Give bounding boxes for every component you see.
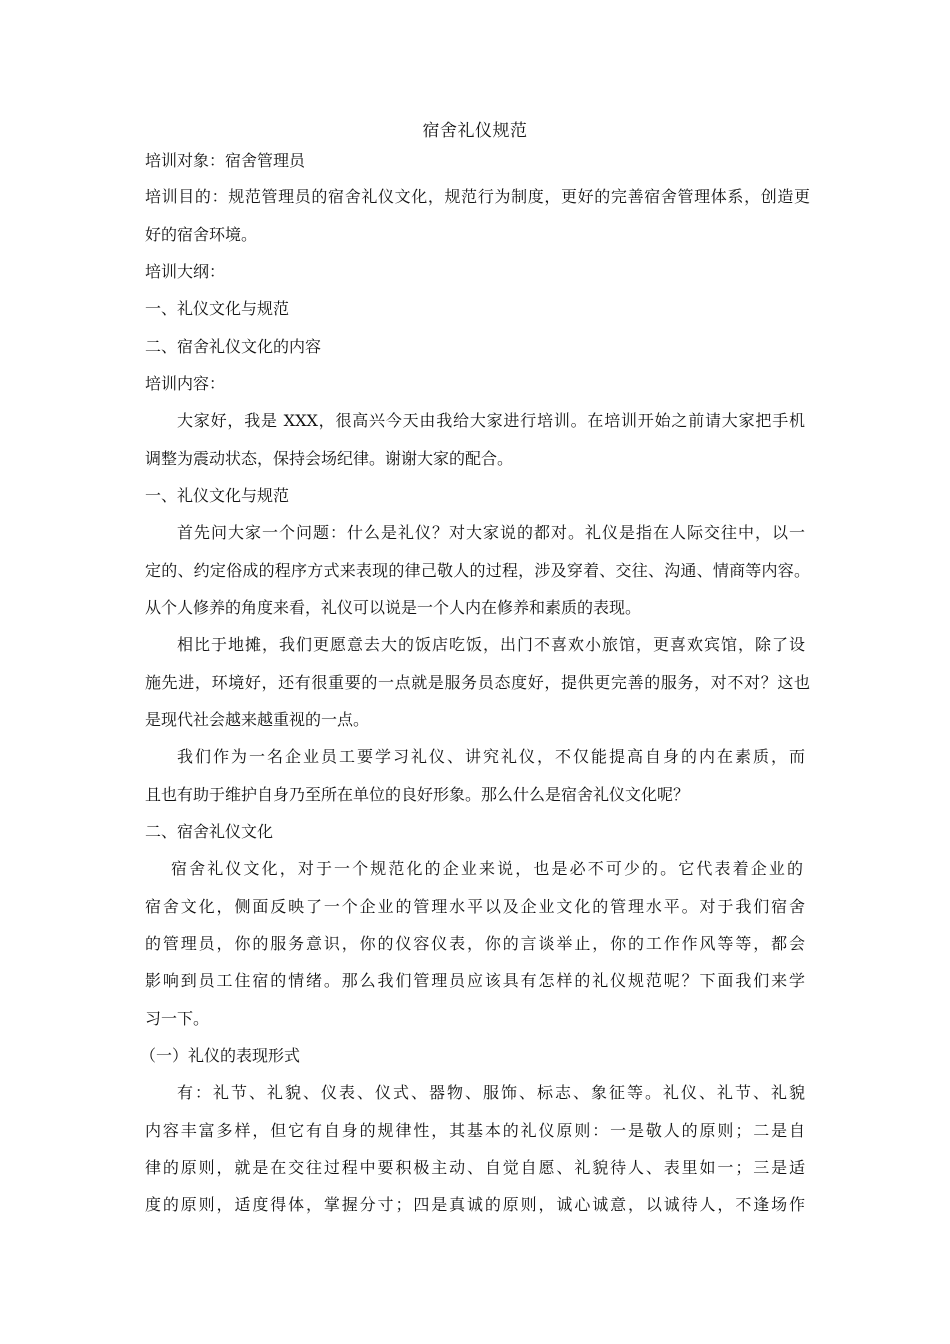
paragraph-line: 是现代社会越来越重视的一点。: [145, 710, 370, 729]
paragraph-line: 的管理员，你的服务意识，你的仪容仪表，你的言谈举止，你的工作作风等等，都会: [145, 934, 805, 953]
training-target-line: 培训对象：宿舍管理员: [145, 151, 306, 170]
paragraph-line: 我们作为一名企业员工要学习礼仪、讲究礼仪，不仅能提高自身的内在素质，而: [177, 747, 805, 766]
paragraph-line: 律的原则，就是在交往过程中要积极主动、自觉自愿、礼貌待人、表里如一；三是适: [145, 1158, 805, 1177]
outline-item-2: 二、宿舍礼仪文化的内容: [145, 337, 322, 356]
paragraph-line: 影响到员工住宿的情绪。那么我们管理员应该具有怎样的礼仪规范呢？下面我们来学: [145, 971, 805, 990]
training-outline-heading: 培训大纲：: [145, 262, 226, 281]
paragraph-line: 度的原则，适度得体，掌握分寸；四是真诚的原则，诚心诚意，以诚待人，不逢场作: [145, 1195, 805, 1214]
outline-item-1: 一、礼仪文化与规范: [145, 299, 290, 318]
paragraph-line: 施先进，环境好，还有很重要的一点就是服务员态度好，提供更完善的服务，对不对？这也: [145, 673, 810, 692]
paragraph-line: 大家好，我是 XXX，很高兴今天由我给大家进行培训。在培训开始之前请大家把手机: [177, 411, 805, 430]
paragraph-line: 且也有助于维护自身乃至所在单位的良好形象。那么什么是宿舍礼仪文化呢？: [145, 785, 690, 804]
training-content-heading: 培训内容：: [145, 374, 226, 393]
paragraph-line: 调整为震动状态，保持会场纪律。谢谢大家的配合。: [145, 449, 514, 468]
paragraph-line: 宿舍文化，侧面反映了一个企业的管理水平以及企业文化的管理水平。对于我们宿舍: [145, 897, 805, 916]
subsection-heading: （一）礼仪的表现形式: [140, 1046, 301, 1065]
page-title: 宿舍礼仪规范: [422, 121, 528, 141]
training-purpose-line-2: 好的宿舍环境。: [145, 225, 258, 244]
training-purpose-line-1: 培训目的：规范管理员的宿舍礼仪文化，规范行为制度，更好的完善宿舍管理体系，创造更: [145, 187, 810, 206]
paragraph-line: 定的、约定俗成的程序方式来表现的律己敬人的过程，涉及穿着、交往、沟通、情商等内容。: [145, 561, 810, 580]
paragraph-line: 习一下。: [145, 1009, 210, 1028]
paragraph-line: 相比于地摊，我们更愿意去大的饭店吃饭，出门不喜欢小旅馆，更喜欢宾馆，除了设: [177, 635, 805, 654]
paragraph-line: 从个人修养的角度来看，礼仪可以说是一个人内在修养和素质的表现。: [145, 598, 642, 617]
section-heading-1: 一、礼仪文化与规范: [145, 486, 290, 505]
paragraph-line: 有：礼节、礼貌、仪表、仪式、器物、服饰、标志、象征等。礼仪、礼节、礼貌: [177, 1083, 805, 1102]
paragraph-line: 首先问大家一个问题：什么是礼仪？对大家说的都对。礼仪是指在人际交往中，以一: [177, 523, 805, 542]
section-heading-2: 二、宿舍礼仪文化: [145, 822, 274, 841]
paragraph-line: 宿舍礼仪文化，对于一个规范化的企业来说，也是必不可少的。它代表着企业的: [171, 859, 803, 878]
paragraph-line: 内容丰富多样，但它有自身的规律性，其基本的礼仪原则：一是敬人的原则；二是自: [145, 1121, 805, 1140]
